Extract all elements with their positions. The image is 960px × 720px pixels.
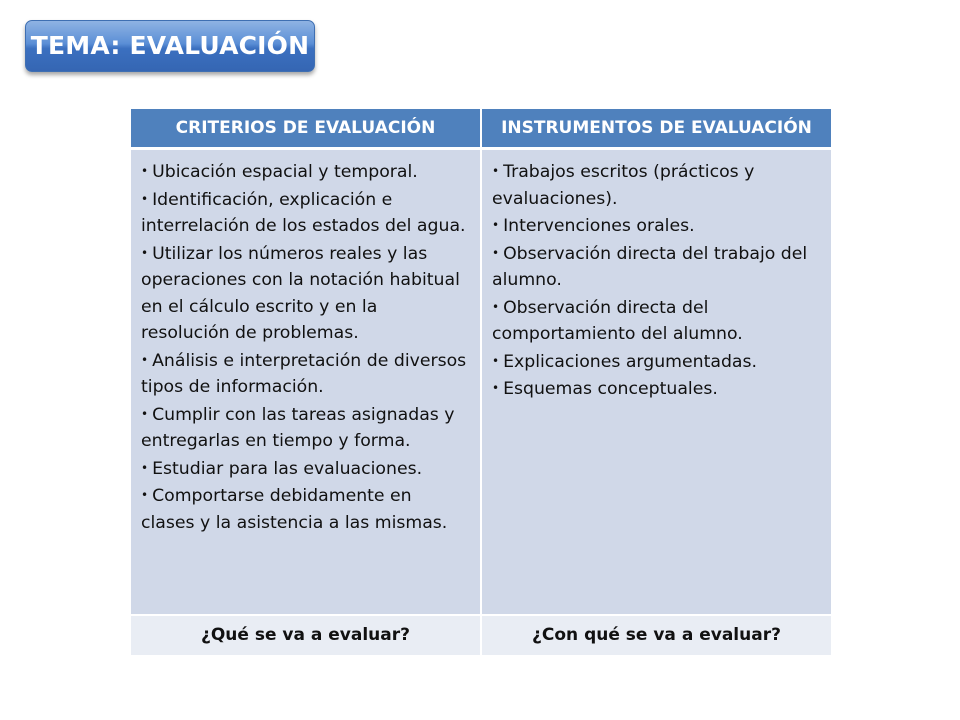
criterio-text: Cumplir con las tareas asignadas y entregarlas en tiempo y forma. — [141, 404, 455, 451]
bullet-icon: • — [141, 406, 149, 421]
evaluation-table — [131, 109, 831, 655]
criterio-text: Análisis e interpretación de diversos tipos de información. — [141, 350, 467, 397]
criterio-text: Estudiar para las evaluaciones. — [152, 458, 423, 479]
instrumento-text: Esquemas conceptuales. — [503, 379, 718, 399]
bullet-icon: • — [141, 245, 149, 260]
list-item — [492, 294, 821, 348]
list-item — [492, 158, 821, 212]
instrumento-text: Explicaciones argumentadas. — [503, 351, 757, 372]
bullet-icon: • — [141, 460, 149, 475]
instrumentos-cell — [481, 149, 831, 615]
criterios-list — [141, 158, 470, 536]
footer-que-evaluar: ¿Qué se va a evaluar? — [131, 615, 481, 655]
list-item — [492, 212, 821, 240]
criterio-text: Utilizar los números reales y las operaciones con la notación habitual en el cálculo escrito y en la resolución de problemas. — [141, 243, 460, 343]
instrumento-text: Observación directa del trabajo del alumno. — [492, 243, 808, 290]
bullet-icon: • — [492, 164, 500, 178]
list-item — [141, 158, 470, 186]
table-header-row — [131, 109, 831, 149]
bullet-icon: • — [492, 245, 500, 260]
list-item — [141, 455, 470, 483]
criterio-text: Comportarse debidamente en clases y la asistencia a las mismas. — [141, 486, 448, 533]
bullet-icon: • — [492, 353, 500, 368]
bullet-icon: • — [141, 352, 149, 367]
slide-title: TEMA: EVALUACIÓN — [25, 20, 315, 72]
footer-con-que-evaluar: ¿Con qué se va a evaluar? — [481, 615, 831, 655]
bullet-icon: • — [141, 488, 149, 502]
list-item — [141, 347, 470, 401]
list-item — [141, 186, 470, 240]
header-instrumentos: INSTRUMENTOS DE EVALUACIÓN — [481, 109, 831, 149]
bullet-icon: • — [141, 164, 149, 178]
list-item — [492, 375, 821, 403]
list-item — [141, 240, 470, 347]
list-item — [492, 348, 821, 376]
bullet-icon: • — [492, 218, 500, 232]
header-criterios: CRITERIOS DE EVALUACIÓN — [131, 109, 481, 149]
list-item — [141, 482, 470, 536]
table-footer-row — [131, 615, 831, 655]
instrumento-text: Trabajos escritos (prácticos y evaluaciones). — [492, 162, 755, 209]
criterios-cell — [131, 149, 481, 615]
list-item — [141, 401, 470, 455]
bullet-icon: • — [492, 381, 500, 395]
criterio-text: Ubicación espacial y temporal. — [152, 162, 418, 182]
bullet-icon: • — [492, 299, 500, 314]
instrumento-text: Observación directa del comportamiento del alumno. — [492, 297, 743, 344]
instrumento-text: Intervenciones orales. — [503, 216, 695, 236]
list-item — [492, 240, 821, 294]
instrumentos-list — [492, 158, 821, 403]
criterio-text: Identificación, explicación e interrelación de los estados del agua. — [141, 189, 466, 236]
table-body-row — [131, 149, 831, 615]
bullet-icon: • — [141, 191, 149, 206]
